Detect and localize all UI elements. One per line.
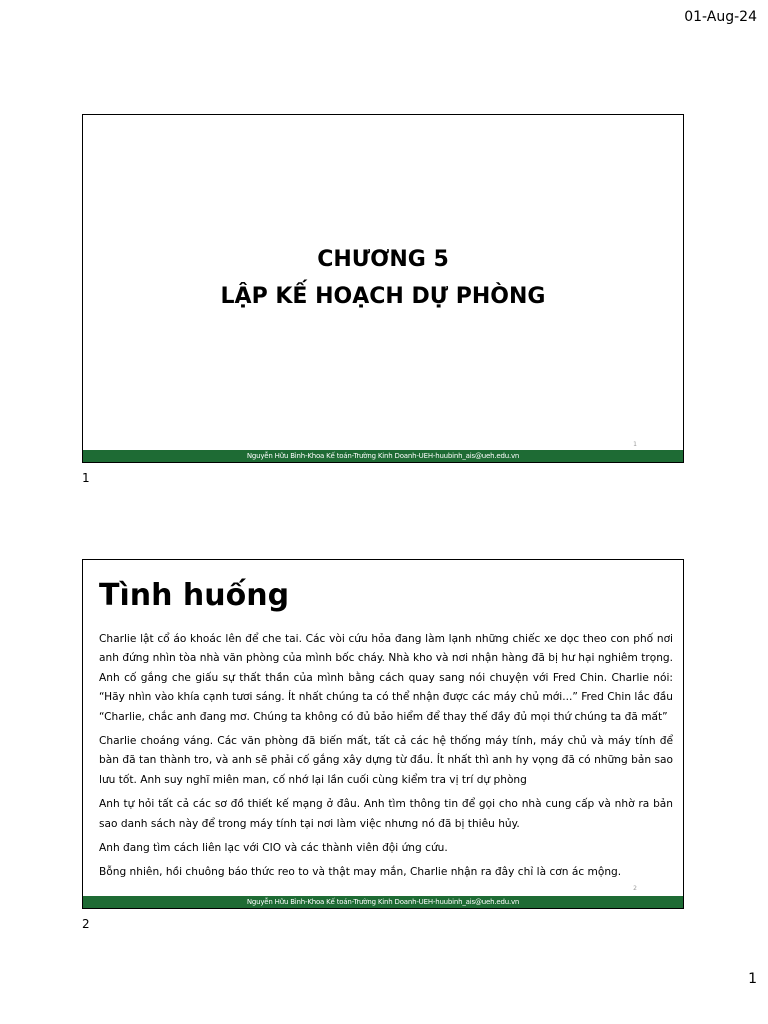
slide-footer: Nguyễn Hữu Bình-Khoa Kế toán-Trường Kinh Doanh-UEH-huubinh_ais@ueh.edu.vn	[83, 896, 683, 908]
paragraph: Anh đang tìm cách liên lạc với CIO và các thành viên đội ứng cứu.	[99, 842, 448, 855]
header-date: 01-Aug-24	[684, 9, 757, 25]
slide-caption-number: 1	[82, 471, 90, 485]
title-line-2: LẬP KẾ HOẠCH DỰ PHÒNG	[220, 284, 546, 309]
paragraph: Anh tự hỏi tất cả các sơ đồ thiết kế mạng ở đâu. Anh tìm thông tin để gọi cho nhà cung cấp và nhờ ra bản sao danh sách này để trong máy tính tại nơi làm việc nhưng nó đã bị thiêu hủy.	[99, 798, 673, 830]
slide-caption-number: 2	[82, 917, 90, 931]
slide-footer: Nguyễn Hữu Bình-Khoa Kế toán-Trường Kinh Doanh-UEH-huubinh_ais@ueh.edu.vn	[83, 450, 683, 462]
paragraph: Charlie lật cổ áo khoác lên để che tai. Các vòi cứu hỏa đang làm lạnh những chiếc xe dọc theo con phố nơi anh đứng nhìn tòa nhà văn phòng của mình bốc cháy. Nhà kho và nơi nhận hàng đã bị hư hại nghiêm trọng. Anh cố gắng che giấu sự thất thần của mình bằng cách quay sang nói chuyện với Fred Chin. Charlie nói: “Hãy nhìn vào khía cạnh tươi sáng. Ít nhất chúng ta có thể nhận được các máy chủ mới...” Fred Chin lắc đầu “Charlie, chắc anh đang mơ. Chúng ta không có đủ bảo hiểm để thay thế đầy đủ mọi thứ chúng ta đã mất”	[99, 633, 673, 723]
page-number: 1	[748, 971, 757, 987]
paragraph: Bỗng nhiên, hồi chuông báo thức reo to và thật may mắn, Charlie nhận ra đây chỉ là cơn ác mộng.	[99, 866, 622, 879]
paragraph: Charlie choáng váng. Các văn phòng đã biến mất, tất cả các hệ thống máy tính, máy chủ và máy tính để bàn đã tan thành tro, và anh sẽ phải cố gắng xây dựng từ đầu. Ít nhất thì anh hy vọng đã có những bản sao lưu tốt. Anh suy nghĩ miên man, cố nhớ lại lần cuối cùng kiểm tra vị trí dự phòng	[99, 735, 673, 786]
slide-body	[99, 630, 673, 888]
slide-number: 1	[633, 441, 637, 448]
slide-number: 2	[633, 885, 637, 892]
slide-title: Tình huống	[99, 578, 290, 613]
slide-1	[82, 114, 684, 463]
slide-title	[83, 241, 683, 315]
title-line-1: CHƯƠNG 5	[317, 247, 449, 272]
slide-2	[82, 559, 684, 909]
